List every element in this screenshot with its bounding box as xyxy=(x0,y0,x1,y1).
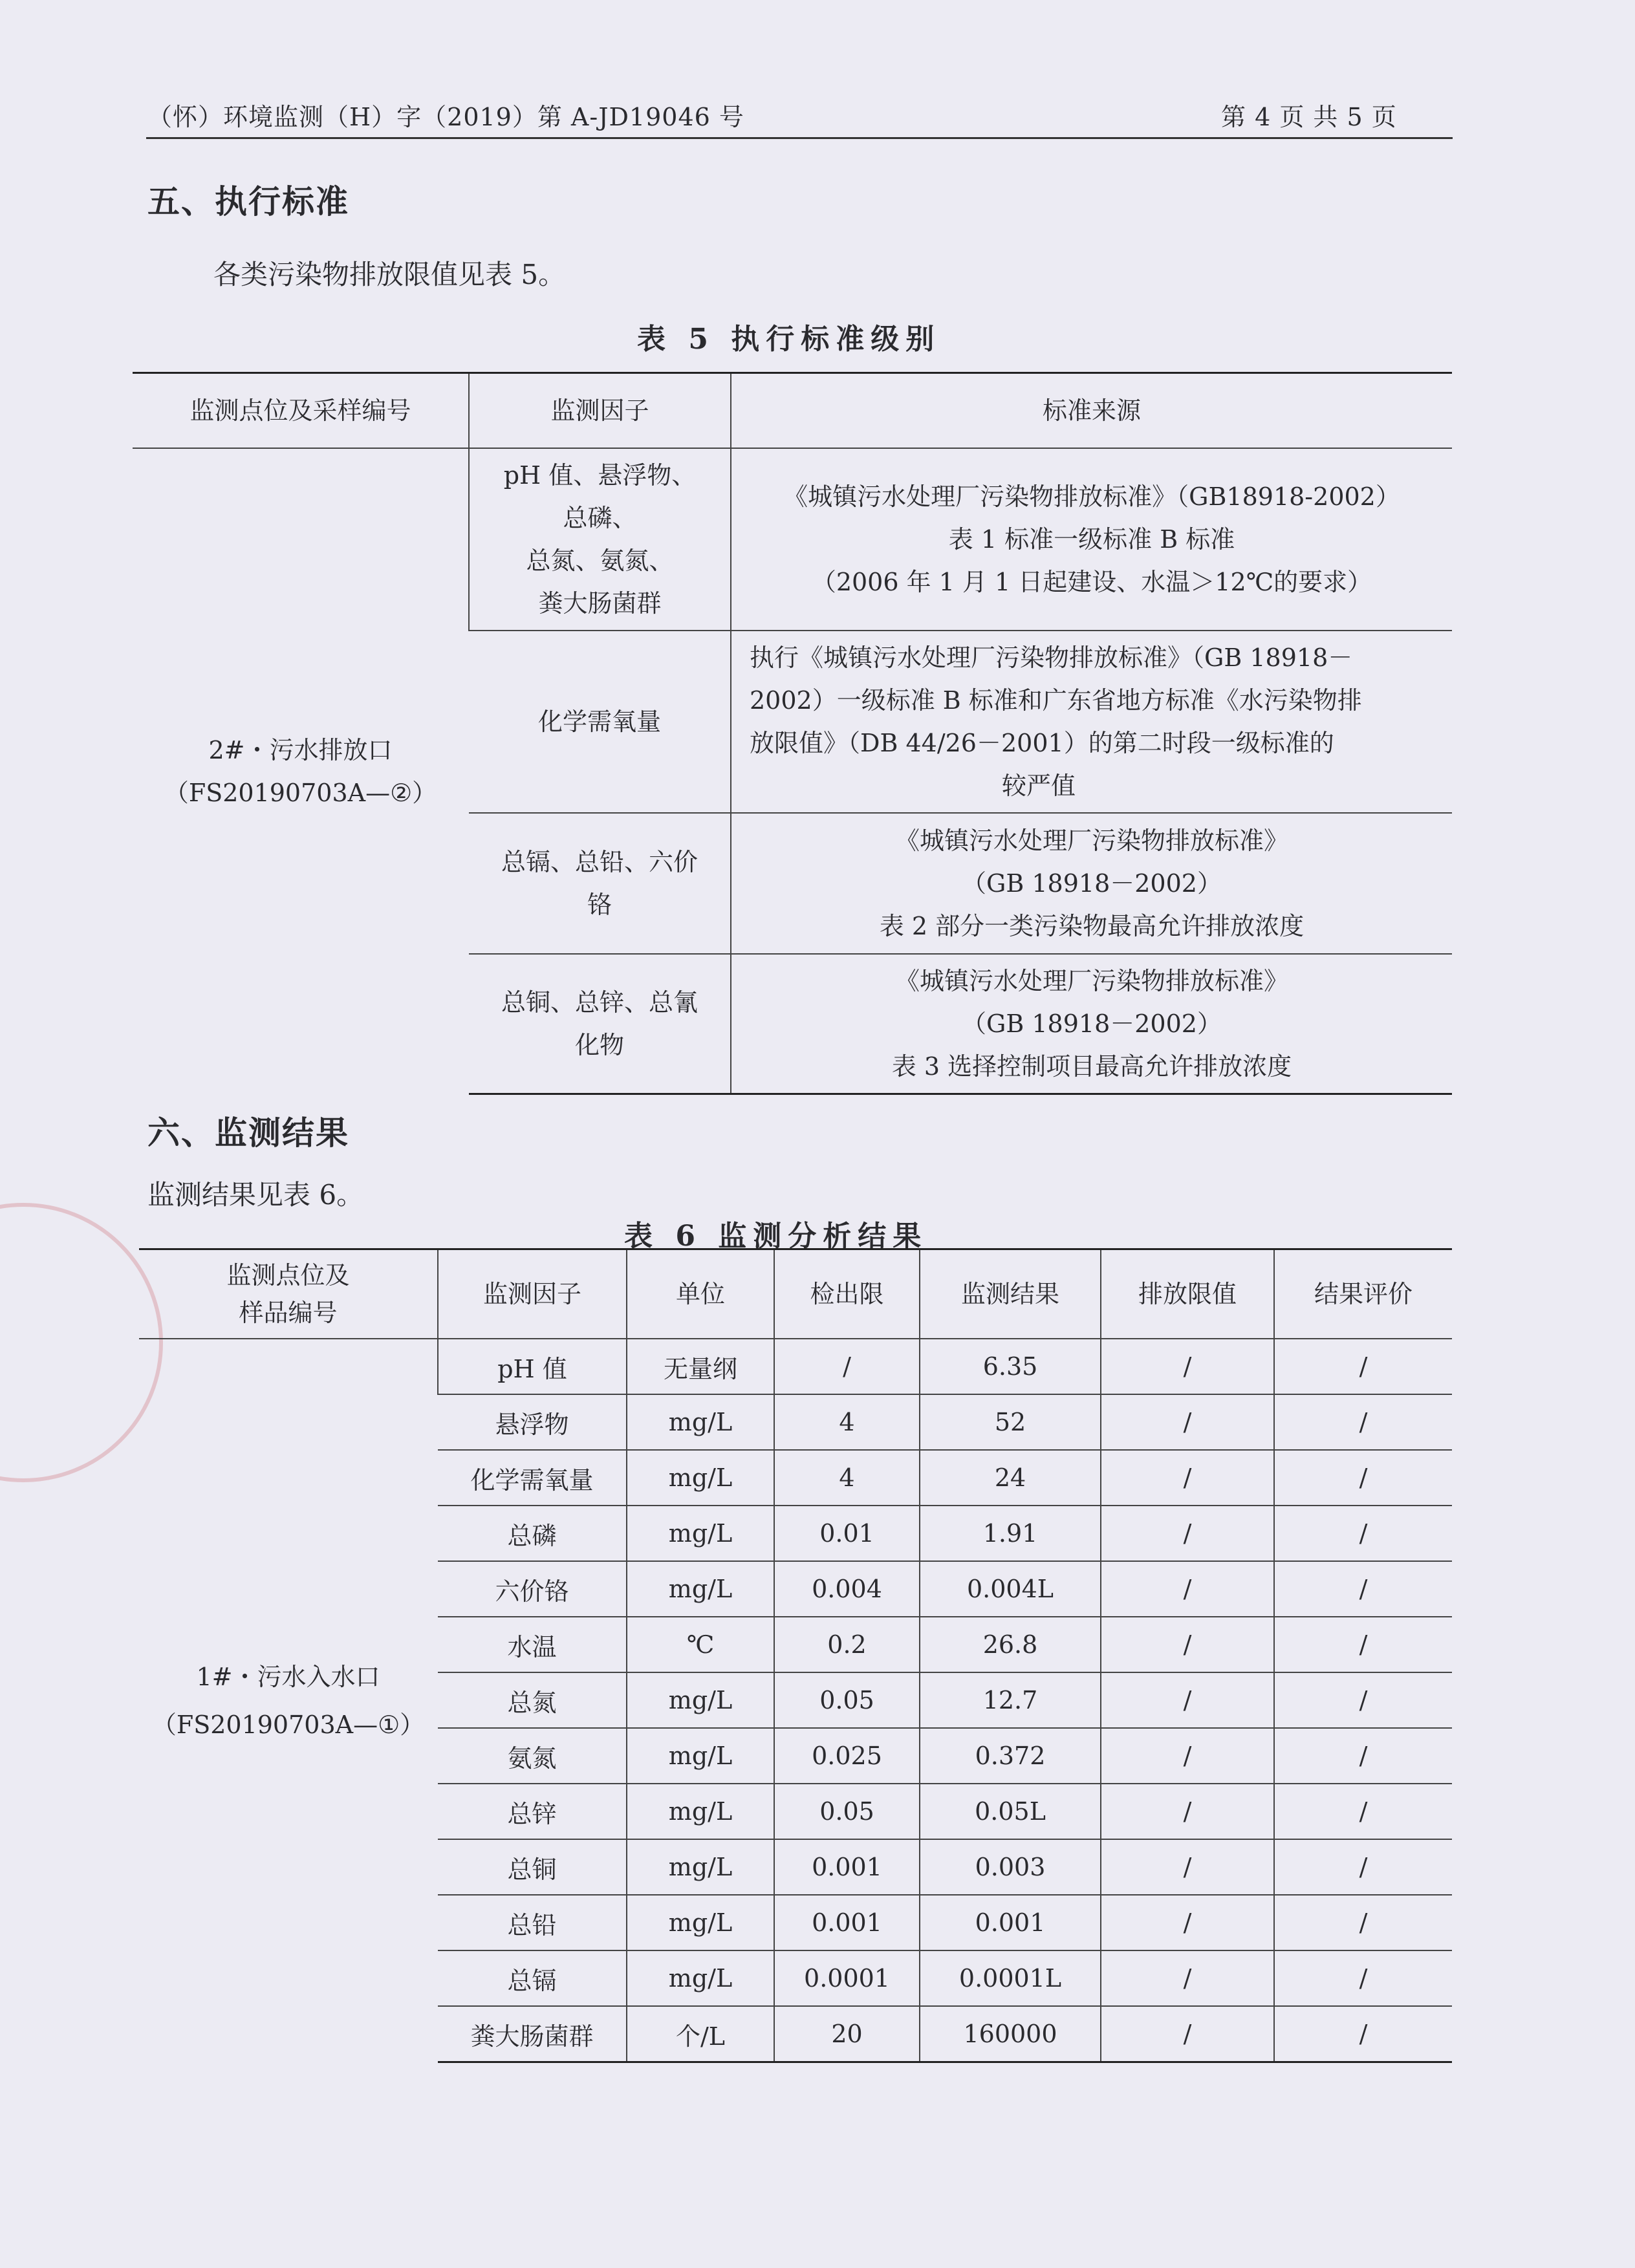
unit-cell: mg/L xyxy=(627,1839,774,1895)
emission-limit-cell: / xyxy=(1101,1561,1274,1617)
header-cell: 监测点位及 样品编号 xyxy=(139,1249,438,1339)
detection-limit-cell: 20 xyxy=(774,2006,920,2062)
emission-limit-cell: / xyxy=(1101,2006,1274,2062)
standard-line: 《城镇污水处理厂污染物排放标准》 xyxy=(894,967,1288,995)
factor-line: 总磷、 xyxy=(563,504,637,532)
site-cell xyxy=(139,1339,438,2062)
page-number: 第 4 页 共 5 页 xyxy=(1221,103,1397,131)
unit-cell: mg/L xyxy=(627,1950,774,2006)
evaluation-cell: / xyxy=(1274,1561,1452,1617)
unit-cell: mg/L xyxy=(627,1784,774,1839)
factor-line: pH 值、悬浮物、 xyxy=(503,461,697,490)
factor-cell: 水温 xyxy=(438,1617,627,1672)
result-cell: 160000 xyxy=(920,2006,1101,2062)
table-header-row xyxy=(139,1249,1452,1339)
result-cell: 24 xyxy=(920,1450,1101,1506)
result-cell: 0.0001L xyxy=(920,1950,1101,2006)
header-cell: 标准来源 xyxy=(731,373,1452,449)
site-cell xyxy=(133,448,469,1094)
emission-limit-cell: / xyxy=(1101,1450,1274,1506)
result-cell: 52 xyxy=(920,1394,1101,1450)
factor-cell: 总铜 xyxy=(438,1839,627,1895)
evaluation-cell: / xyxy=(1274,1450,1452,1506)
result-cell: 0.372 xyxy=(920,1728,1101,1784)
factor-cell: 粪大肠菌群 xyxy=(438,2006,627,2062)
evaluation-cell: / xyxy=(1274,1339,1452,1394)
evaluation-cell: / xyxy=(1274,1784,1452,1839)
evaluation-cell: / xyxy=(1274,1394,1452,1450)
standard-cell xyxy=(731,631,1452,813)
unit-cell: mg/L xyxy=(627,1506,774,1561)
standard-line: 表 2 部分一类污染物最高允许排放浓度 xyxy=(879,912,1305,940)
site-name: 2#・污水排放口 xyxy=(208,735,393,764)
header-cell: 单位 xyxy=(627,1249,774,1339)
factor-cell: 总氮 xyxy=(438,1672,627,1728)
factor-cell: 化学需氧量 xyxy=(469,631,731,813)
factor-cell: 总磷 xyxy=(438,1506,627,1561)
detection-limit-cell: 4 xyxy=(774,1450,920,1506)
unit-cell: 无量纲 xyxy=(627,1339,774,1394)
emission-limit-cell: / xyxy=(1101,1784,1274,1839)
evaluation-cell: / xyxy=(1274,1728,1452,1784)
factor-line: 总氮、氨氮、 xyxy=(526,546,674,575)
detection-limit-cell: 4 xyxy=(774,1394,920,1450)
header-cell: 监测点位及采样编号 xyxy=(133,373,469,449)
factor-cell xyxy=(469,954,731,1094)
standard-line: 放限值》（DB 44/26－2001）的第二时段一级标准的 xyxy=(750,729,1334,757)
header-rule xyxy=(146,137,1453,139)
evaluation-cell: / xyxy=(1274,2006,1452,2062)
standard-cell xyxy=(731,954,1452,1094)
evaluation-cell: / xyxy=(1274,1506,1452,1561)
emission-limit-cell: / xyxy=(1101,1339,1274,1394)
factor-cell: 六价铬 xyxy=(438,1561,627,1617)
factor-cell: 总镉 xyxy=(438,1950,627,2006)
detection-limit-cell: 0.025 xyxy=(774,1728,920,1784)
standard-cell xyxy=(731,448,1452,631)
table-row xyxy=(139,1339,1452,1394)
detection-limit-cell: 0.05 xyxy=(774,1672,920,1728)
unit-cell: 个/L xyxy=(627,2006,774,2062)
section5-title: 五、执行标准 xyxy=(147,182,349,221)
section6-intro: 监测结果见表 6。 xyxy=(147,1179,364,1211)
emission-limit-cell: / xyxy=(1101,1394,1274,1450)
result-cell: 12.7 xyxy=(920,1672,1101,1728)
header-cell: 排放限值 xyxy=(1101,1249,1274,1339)
standard-line: 表 3 选择控制项目最高允许排放浓度 xyxy=(891,1052,1292,1081)
detection-limit-cell: 0.0001 xyxy=(774,1950,920,2006)
detection-limit-cell: 0.01 xyxy=(774,1506,920,1561)
factor-line: 铬 xyxy=(587,891,612,919)
standard-line: （GB 18918－2002） xyxy=(962,1010,1222,1038)
emission-limit-cell: / xyxy=(1101,1839,1274,1895)
site-name: 1#・污水入水口 xyxy=(196,1662,380,1691)
unit-cell: mg/L xyxy=(627,1561,774,1617)
table-header-row xyxy=(133,373,1452,449)
evaluation-cell: / xyxy=(1274,1617,1452,1672)
evaluation-cell: / xyxy=(1274,1950,1452,2006)
section6-title: 六、监测结果 xyxy=(147,1114,349,1152)
standard-line: 《城镇污水处理厂污染物排放标准》（GB18918-2002） xyxy=(783,482,1400,511)
standard-line: 执行《城镇污水处理厂污染物排放标准》（GB 18918－ xyxy=(750,643,1353,672)
sample-code: （FS20190703A—②） xyxy=(164,778,437,807)
standard-line: 《城镇污水处理厂污染物排放标准》 xyxy=(894,826,1288,855)
detection-limit-cell: 0.004 xyxy=(774,1561,920,1617)
unit-cell: mg/L xyxy=(627,1672,774,1728)
standard-line: 表 1 标准一级标准 B 标准 xyxy=(948,525,1235,554)
standard-line: 较严值 xyxy=(1001,772,1076,800)
factor-cell: 总铅 xyxy=(438,1895,627,1950)
section5-intro: 各类污染物排放限值见表 5。 xyxy=(213,259,566,290)
standard-line: （GB 18918－2002） xyxy=(962,869,1222,898)
header-cell: 检出限 xyxy=(774,1249,920,1339)
unit-cell: mg/L xyxy=(627,1895,774,1950)
evaluation-cell: / xyxy=(1274,1839,1452,1895)
result-cell: 1.91 xyxy=(920,1506,1101,1561)
factor-cell: 氨氮 xyxy=(438,1728,627,1784)
result-cell: 0.004L xyxy=(920,1561,1101,1617)
unit-cell: mg/L xyxy=(627,1394,774,1450)
header-cell: 监测因子 xyxy=(469,373,731,449)
detection-limit-cell: 0.001 xyxy=(774,1895,920,1950)
header-cell: 监测结果 xyxy=(920,1249,1101,1339)
detection-limit-cell: / xyxy=(774,1339,920,1394)
header-cell: 监测因子 xyxy=(438,1249,627,1339)
factor-cell: 悬浮物 xyxy=(438,1394,627,1450)
results-table xyxy=(139,1248,1452,2063)
sample-code: （FS20190703A—①） xyxy=(151,1710,425,1739)
factor-line: 总镉、总铅、六价 xyxy=(501,848,698,876)
result-cell: 0.05L xyxy=(920,1784,1101,1839)
standard-line: （2006 年 1 月 1 日起建设、水温＞12℃的要求） xyxy=(811,568,1372,596)
evaluation-cell: / xyxy=(1274,1672,1452,1728)
table6-caption: 表 6 监测分析结果 xyxy=(624,1220,928,1253)
emission-limit-cell: / xyxy=(1101,1672,1274,1728)
unit-cell: mg/L xyxy=(627,1450,774,1506)
unit-cell: mg/L xyxy=(627,1728,774,1784)
table-row xyxy=(133,448,1452,631)
evaluation-cell: / xyxy=(1274,1895,1452,1950)
standards-table xyxy=(133,372,1452,1095)
emission-limit-cell: / xyxy=(1101,1728,1274,1784)
detection-limit-cell: 0.2 xyxy=(774,1617,920,1672)
detection-limit-cell: 0.001 xyxy=(774,1839,920,1895)
result-cell: 6.35 xyxy=(920,1339,1101,1394)
emission-limit-cell: / xyxy=(1101,1506,1274,1561)
factor-cell: pH 值 xyxy=(438,1339,627,1394)
factor-cell xyxy=(469,813,731,954)
result-cell: 0.001 xyxy=(920,1895,1101,1950)
factor-line: 化物 xyxy=(574,1031,624,1059)
result-cell: 0.003 xyxy=(920,1839,1101,1895)
header-cell: 结果评价 xyxy=(1274,1249,1452,1339)
factor-cell xyxy=(469,448,731,631)
factor-line: 粪大肠菌群 xyxy=(538,589,662,618)
unit-cell: ℃ xyxy=(627,1617,774,1672)
result-cell: 26.8 xyxy=(920,1617,1101,1672)
detection-limit-cell: 0.05 xyxy=(774,1784,920,1839)
factor-line: 总铜、总锌、总氰 xyxy=(501,988,698,1017)
standard-cell xyxy=(731,813,1452,954)
factor-cell: 总锌 xyxy=(438,1784,627,1839)
table5-caption: 表 5 执行标准级别 xyxy=(637,323,941,356)
standard-line: 2002）一级标准 B 标准和广东省地方标准《水污染物排 xyxy=(750,686,1362,715)
emission-limit-cell: / xyxy=(1101,1950,1274,2006)
emission-limit-cell: / xyxy=(1101,1617,1274,1672)
document-id: （怀）环境监测（H）字（2019）第 A-JD19046 号 xyxy=(147,103,744,131)
emission-limit-cell: / xyxy=(1101,1895,1274,1950)
factor-cell: 化学需氧量 xyxy=(438,1450,627,1506)
